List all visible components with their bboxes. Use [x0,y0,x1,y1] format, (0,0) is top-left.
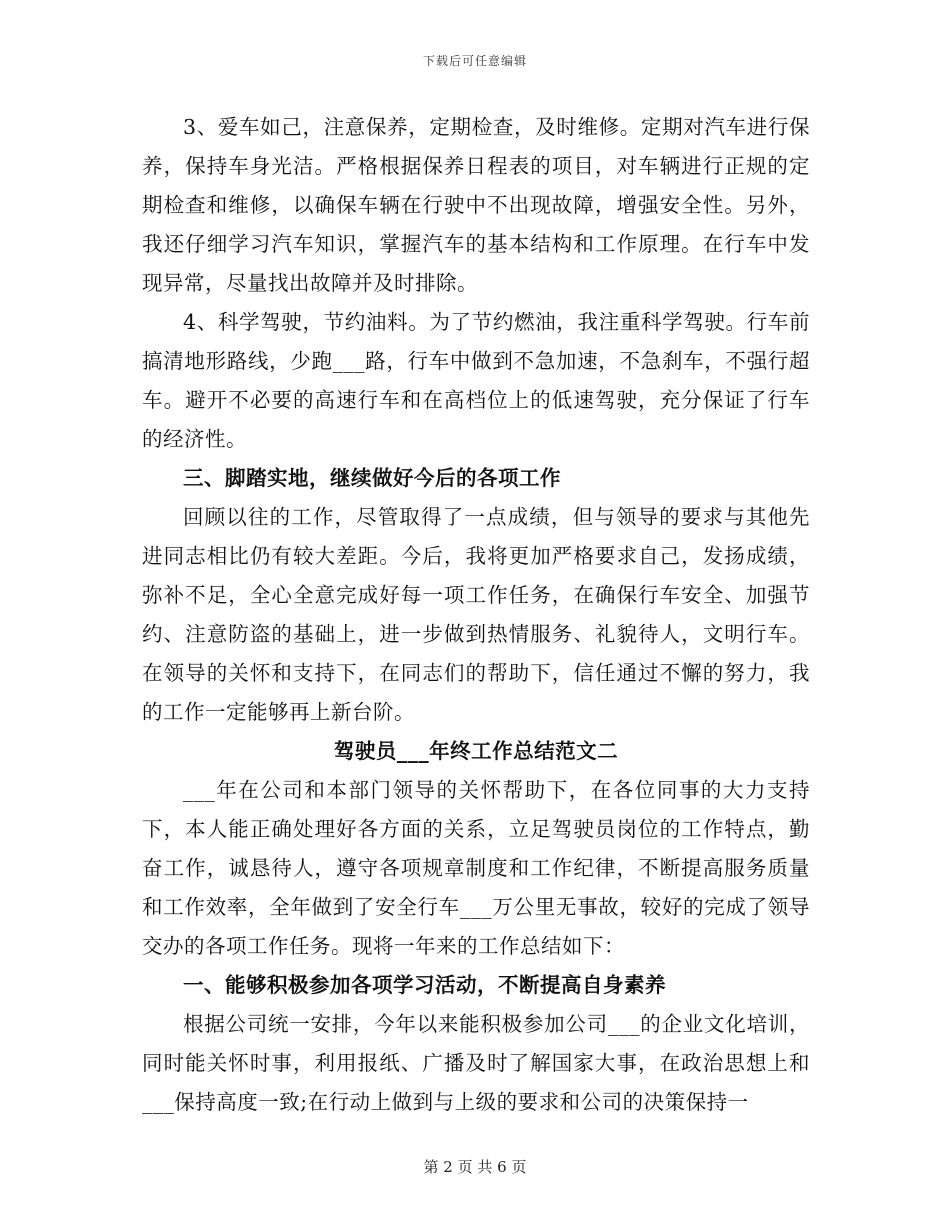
paragraph-maintenance: 3、爱车如己，注意保养，定期检查，及时维修。定期对汽车进行保养，保持车身光洁。严格根据保养日程表的项目，对车辆进行正规的定期检查和维修，以确保车辆在行驶中不出现故障，增强安全性。另外，我还仔细学习汽车知识，掌握汽车的基本结构和工作原理。在行车中发现异常，尽量找出故障并及时排除。 [142,115,810,295]
paragraph-intro: ___年在公司和本部门领导的关怀帮助下，在各位同事的大力支持下，本人能正确处理好各方面的关系，立足驾驶员岗位的工作特点，勤奋工作，诚恳待人，遵守各项规章制度和工作纪律，不断提高服务质量和工作效率，全年做到了安全行车___万公里无事故，较好的完成了领导交办的各项工作任务。现将一年来的工作总结如下： [142,778,810,958]
document-body [142,108,810,1122]
section-heading-future-work: 三、脚踏实地，继续做好今后的各项工作 [183,466,561,490]
paragraph-fuel-saving: 4、科学驾驶，节约油料。为了节约燃油，我注重科学驾驶。行车前搞清地形路线，少跑___路，行车中做到不急加速，不急刹车，不强行超车。避开不必要的高速行车和在高档位上的低速驾驶，充分保证了行车的经济性。 [142,310,810,451]
paragraph-review: 回顾以往的工作，尽管取得了一点成绩，但与领导的要求与其他先进同志相比仍有较大差距。今后，我将更加严格要求自己，发扬成绩，弥补不足，全心全意完成好每一项工作任务，在确保行车安全、加强节约、注意防盗的基础上，进一步做到热情服务、礼貌待人，文明行车。在领导的关怀和支持下，在同志们的帮助下，信任通过不懈的努力，我的工作一定能够再上新台阶。 [142,505,810,724]
page-header: 下载后可任意编辑 [422,54,527,68]
paragraph-study: 根据公司统一安排，今年以来能积极参加公司___的企业文化培训，同时能关怀时事，利用报纸、广播及时了解国家大事，在政治思想上和___保持高度一致;在行动上做到与上级的要求和公司的决策保持一 [142,1012,810,1114]
section-heading-study: 一、能够积极参加各项学习活动，不断提高自身素养 [183,973,666,997]
page-number: 第 2 页 共 6 页 [423,1158,527,1176]
article-title-two: 驾驶员___年终工作总结范文二 [333,739,619,763]
